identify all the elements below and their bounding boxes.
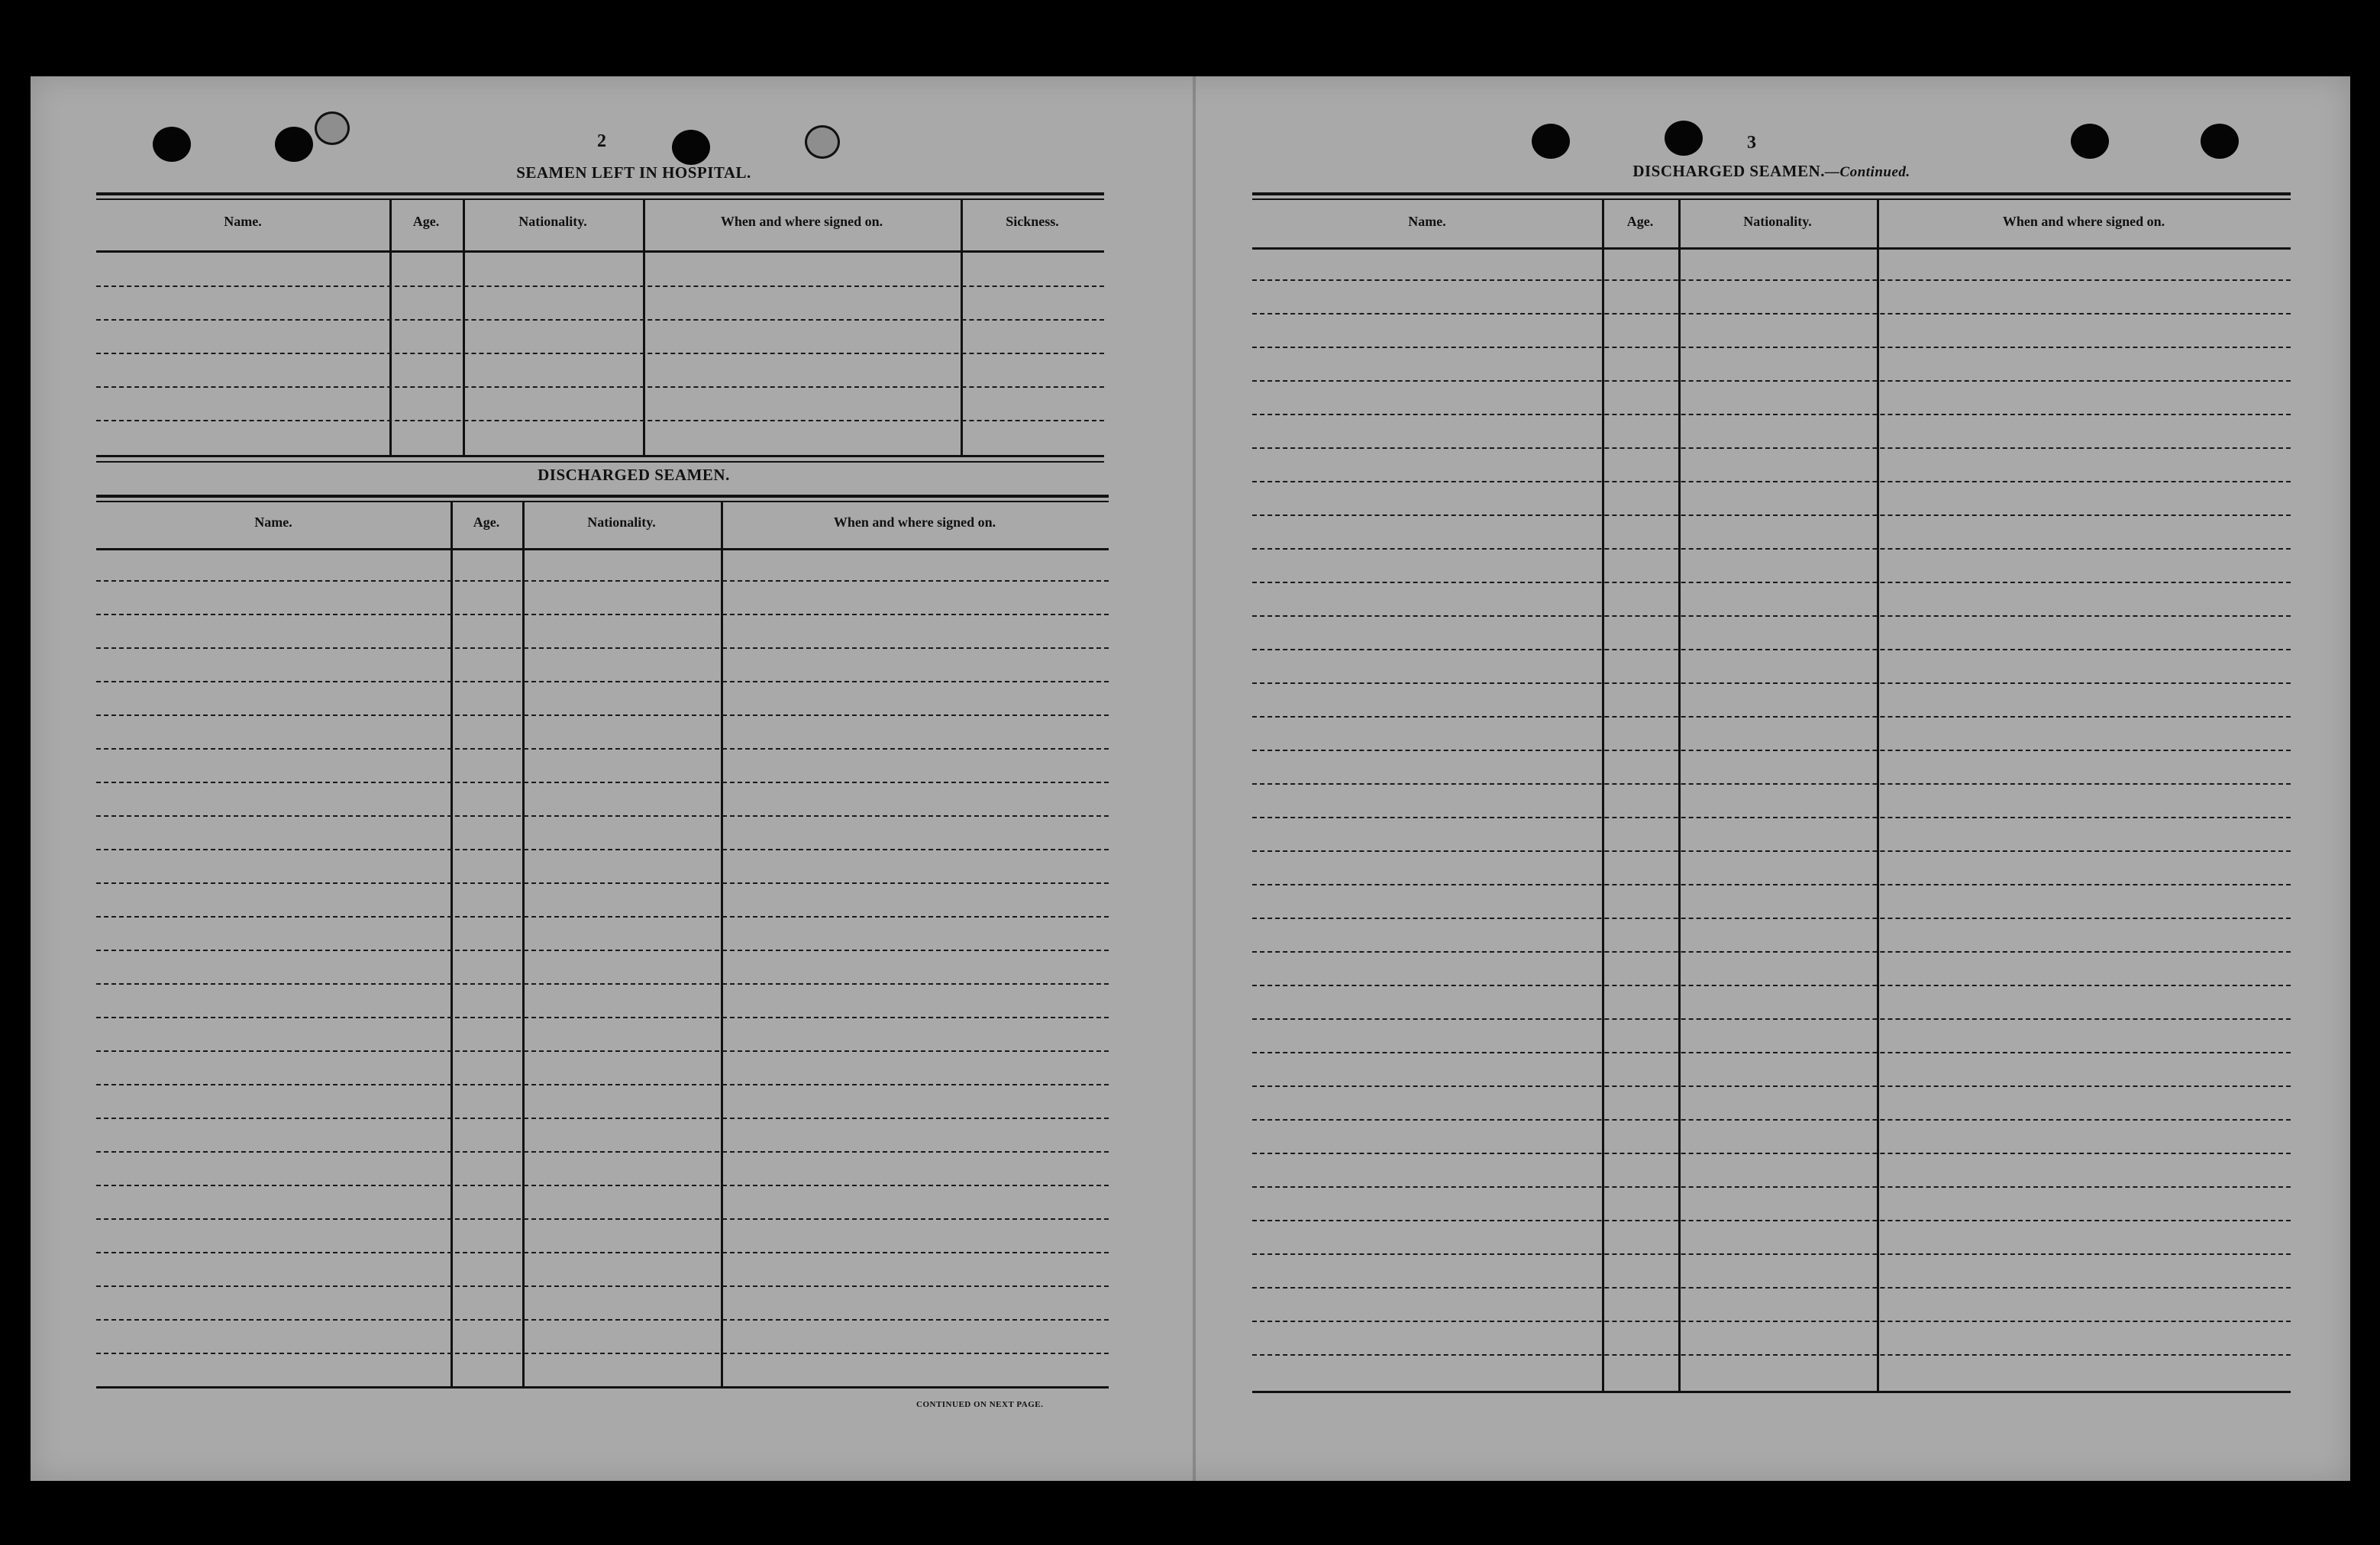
punch-hole <box>672 130 710 165</box>
ruled-line <box>96 882 1109 884</box>
ruled-line <box>1252 447 2291 449</box>
punch-hole <box>2201 124 2239 159</box>
ruled-line <box>1252 649 2291 650</box>
ruled-line <box>1252 514 2291 516</box>
ruled-line <box>96 1319 1109 1321</box>
ruled-line <box>96 1017 1109 1018</box>
document-sheet <box>31 76 2350 1481</box>
hospital-col-sickness: Sickness. <box>1006 214 1059 229</box>
ruled-line <box>1252 951 2291 953</box>
ruled-line <box>1252 884 2291 885</box>
ruled-line <box>96 1285 1109 1287</box>
ruled-line <box>96 1218 1109 1220</box>
ruled-line <box>96 815 1109 817</box>
discharged-col-signed-on: When and where signed on. <box>833 514 996 530</box>
hospital-table <box>96 192 1104 463</box>
ruled-line <box>1252 1287 2291 1289</box>
ruled-line <box>1252 1220 2291 1221</box>
page-fold <box>1193 76 1196 1481</box>
punch-hole <box>805 125 840 159</box>
discharged-continued-title-main: DISCHARGED SEAMEN. <box>1632 162 1826 180</box>
ruled-line <box>1252 985 2291 986</box>
ruled-line <box>96 748 1109 750</box>
ruled-line <box>1252 347 2291 348</box>
ruled-line <box>96 681 1109 682</box>
ruled-line <box>96 285 1104 287</box>
ruled-line <box>1252 380 2291 382</box>
ruled-line <box>96 782 1109 783</box>
discharged-col-age: Age. <box>473 514 500 530</box>
punch-hole <box>315 111 350 145</box>
discharged-table-right <box>1252 192 2291 1398</box>
right-col-nationality: Nationality. <box>1743 214 1812 229</box>
ruled-line <box>1252 1253 2291 1255</box>
discharged-table-left <box>96 495 1109 1392</box>
ruled-line <box>96 714 1109 716</box>
discharged-title: DISCHARGED SEAMEN. <box>538 466 730 484</box>
hospital-col-name: Name. <box>224 214 262 229</box>
ruled-line <box>1252 1153 2291 1154</box>
ruled-line <box>1252 582 2291 583</box>
ruled-line <box>1252 313 2291 314</box>
ruled-line <box>96 916 1109 918</box>
ruled-line <box>96 950 1109 951</box>
ruled-line <box>1252 783 2291 785</box>
ruled-line <box>96 1118 1109 1119</box>
ruled-line <box>96 983 1109 985</box>
ruled-line <box>1252 481 2291 482</box>
hospital-title: SEAMEN LEFT IN HOSPITAL. <box>516 163 751 182</box>
ruled-line <box>96 614 1109 615</box>
punch-hole <box>275 127 313 162</box>
ruled-line <box>96 1353 1109 1354</box>
hospital-col-nationality: Nationality. <box>518 214 587 229</box>
punch-hole <box>1665 121 1703 156</box>
ruled-line <box>1252 1052 2291 1053</box>
ruled-line <box>1252 1186 2291 1188</box>
ruled-line <box>96 580 1109 582</box>
ruled-line <box>1252 750 2291 751</box>
ruled-line <box>1252 1321 2291 1322</box>
discharged-col-nationality: Nationality. <box>587 514 656 530</box>
ruled-line <box>96 319 1104 321</box>
ruled-line <box>96 1084 1109 1085</box>
ruled-line <box>1252 615 2291 617</box>
right-col-signed-on: When and where signed on. <box>2002 214 2165 229</box>
ruled-line <box>96 1050 1109 1052</box>
right-col-name: Name. <box>1408 214 1446 229</box>
ruled-line <box>1252 817 2291 818</box>
ruled-line <box>1252 850 2291 852</box>
punch-hole <box>153 127 191 162</box>
page-number-left: 2 <box>597 131 606 151</box>
ruled-line <box>1252 918 2291 919</box>
ruled-line <box>1252 682 2291 684</box>
continued-note: CONTINUED ON NEXT PAGE. <box>916 1400 1044 1409</box>
ruled-line <box>1252 1354 2291 1356</box>
right-col-age: Age. <box>1626 214 1654 229</box>
ruled-line <box>96 849 1109 850</box>
ruled-line <box>1252 548 2291 550</box>
ruled-line <box>96 353 1104 354</box>
ruled-line <box>96 647 1109 649</box>
ruled-line <box>1252 414 2291 415</box>
ruled-line <box>96 386 1104 388</box>
ruled-line <box>96 1252 1109 1253</box>
ruled-line <box>1252 1085 2291 1087</box>
discharged-col-name: Name. <box>254 514 292 530</box>
ruled-line <box>1252 279 2291 281</box>
hospital-col-signed-on: When and where signed on. <box>720 214 883 229</box>
punch-hole <box>2071 124 2109 159</box>
ruled-line <box>1252 716 2291 718</box>
page-number-right: 3 <box>1747 133 1756 153</box>
ruled-line <box>96 1151 1109 1153</box>
ruled-line <box>96 420 1104 421</box>
hospital-col-age: Age. <box>412 214 440 229</box>
discharged-continued-title <box>1542 162 2001 181</box>
punch-hole <box>1532 124 1570 159</box>
ruled-line <box>1252 1018 2291 1020</box>
ruled-line <box>96 1185 1109 1186</box>
discharged-continued-title-suffix: —Continued. <box>1825 164 1910 180</box>
ruled-line <box>1252 1119 2291 1121</box>
